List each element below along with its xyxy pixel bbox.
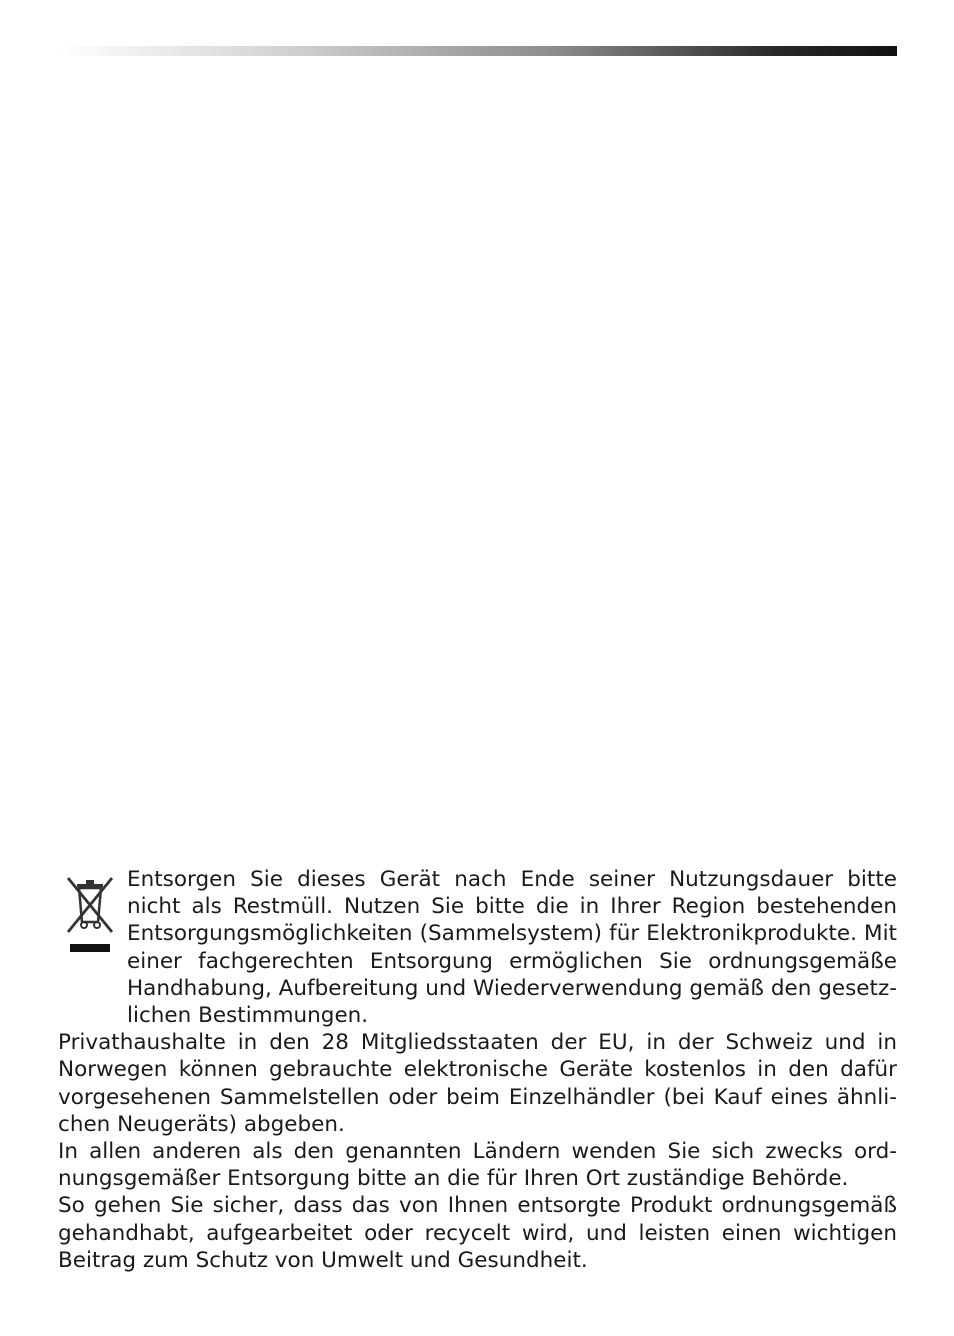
paragraph-closing: So gehen Sie sicher, dass das von Ihnen entsorgte Produkt ordnungsgemäß gehandhabt, aufgearbeitet oder recycelt wird, und leisten einen wichtigen Beitrag zum Schutz von Umwelt und Gesundheit. [58, 1193, 897, 1273]
paragraph-intro: Entsorgen Sie dieses Gerät nach Ende seiner Nutzungsdauer bitte nicht als Restmüll. Nutzen Sie bitte die in Ihrer Region bestehenden Entsorgungsmöglichkeiten (Sammelsystem) für Elektronikprodukte. Mit einer fachgerechten Entsorgung ermöglichen Sie ordnungsgemäße Handhabung, Aufbereitung und Wiederverwendung gemäß den gesetzlichen Bestimmungen. [127, 867, 897, 1029]
header-gradient-bar [58, 46, 897, 56]
paragraph-other-countries: In allen anderen als den genannten Ländern wenden Sie sich zwecks ordnungsgemäßer Entsorgung bitte an die für Ihren Ort zuständige Behörde. [58, 1139, 897, 1192]
weee-notice [58, 866, 897, 1029]
crossed-out-wheelie-bin-icon [64, 874, 116, 954]
disposal-notice [58, 866, 897, 1274]
paragraph-eu-households: Privathaushalte in den 28 Mitgliedsstaaten der EU, in der Schweiz und in Norwegen können gebrauchte elektronische Geräte kostenlos in den dafür vorgesehenen Sammelstellen oder beim Einzelhändler (bei Kauf eines ähnlichen Neugeräts) abgeben. [58, 1030, 897, 1137]
